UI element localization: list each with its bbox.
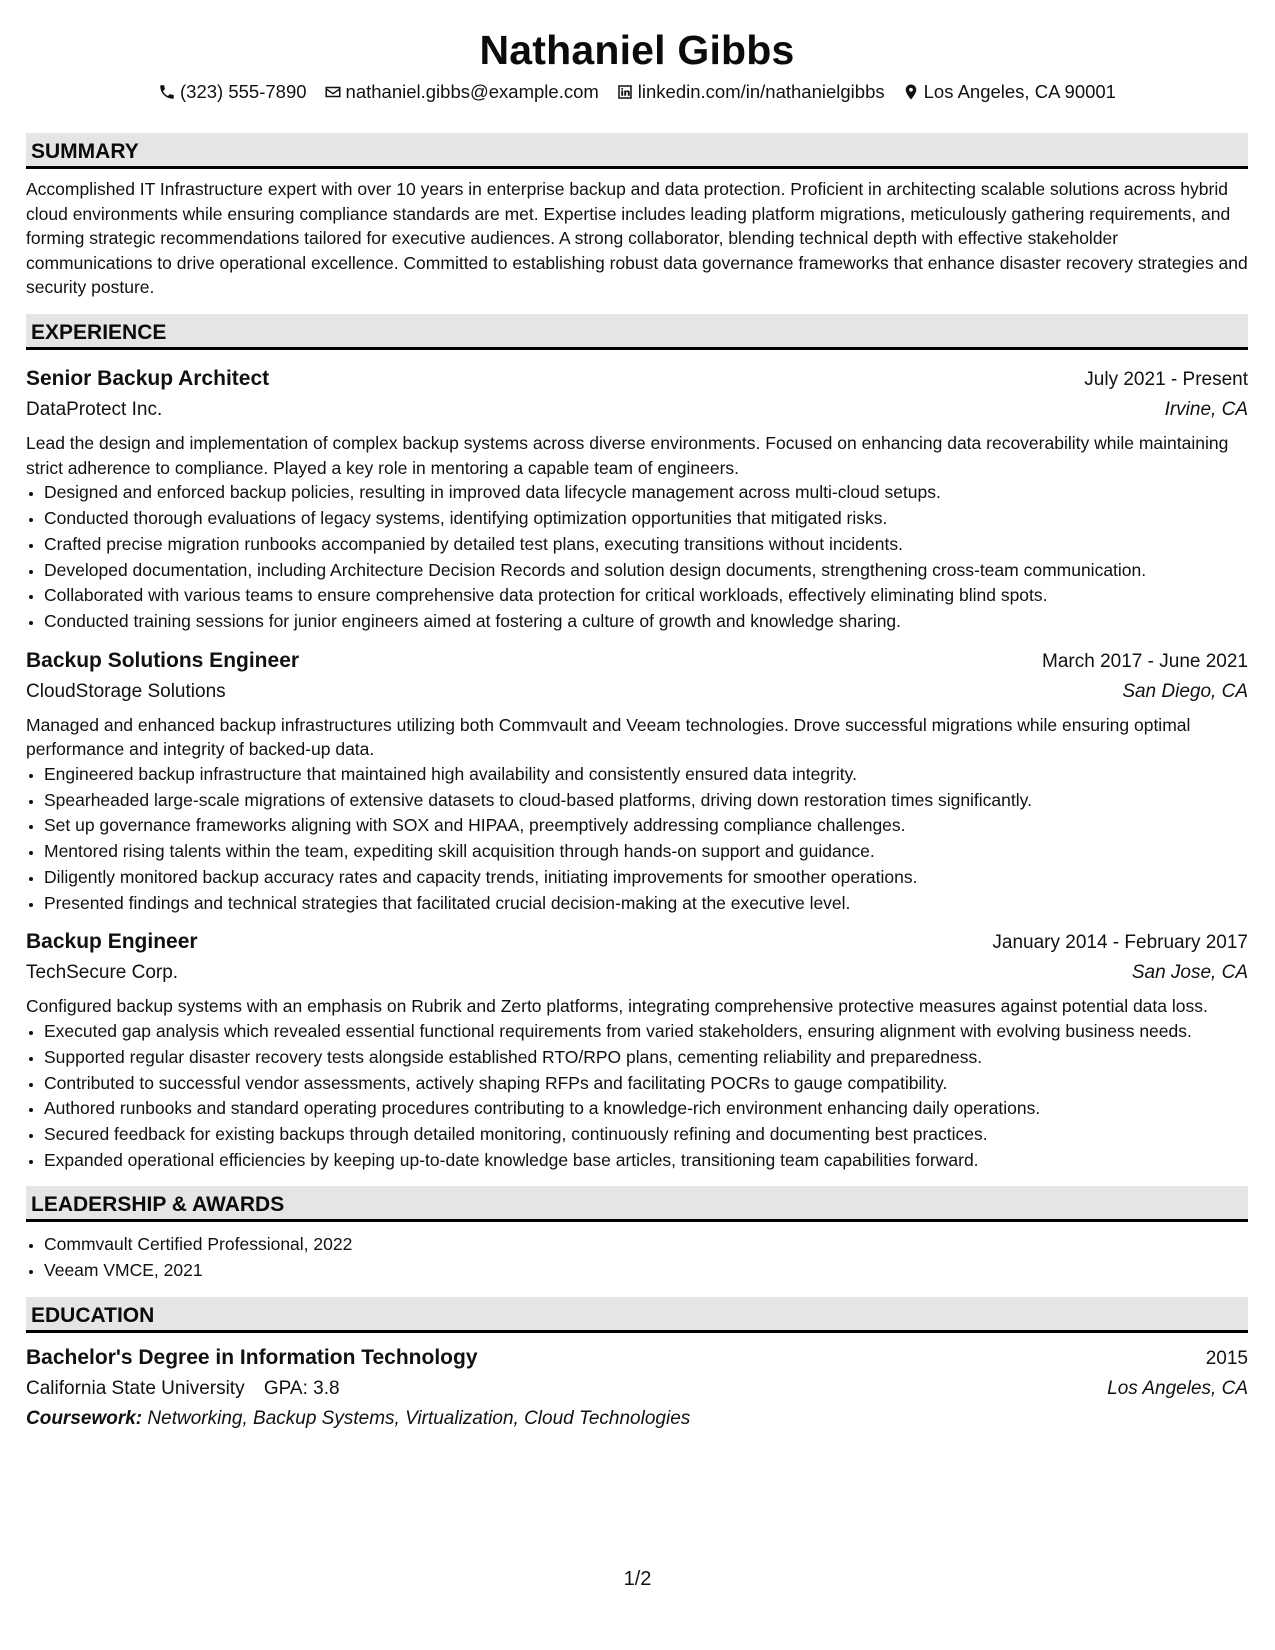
job-entry: [26, 364, 1248, 634]
list-item: • Engineered backup infrastructure that maintained high availability and consistently ensured data integrity.: [44, 762, 1248, 787]
candidate-name: Nathaniel Gibbs: [479, 27, 795, 73]
contact-phone: [158, 80, 307, 104]
job-description: Managed and enhanced backup infrastructures utilizing both Commvault and Veeam technologies. Drove successful migrations while ensuring optimal performance and integrity of backed-up data.: [26, 714, 1191, 760]
list-item: • Expanded operational efficiencies by keeping up-to-date knowledge base articles, transitioning team capabilities forward.: [44, 1148, 1248, 1173]
summary-heading: SUMMARY: [26, 133, 1248, 169]
job-title: Backup Solutions Engineer: [26, 648, 300, 672]
graduation-year: 2015: [1205, 1347, 1248, 1369]
list-item: • Presented findings and technical strategies that facilitated crucial decision-making at the executive level.: [44, 891, 1248, 916]
list-item: • Veeam VMCE, 2021: [44, 1258, 1248, 1283]
list-item: • Collaborated with various teams to ensure comprehensive data protection for critical workloads, effectively eliminating blind spots.: [44, 583, 1248, 608]
coursework-label: Coursework:: [26, 1407, 143, 1429]
linkedin-link[interactable]: linkedin.com/in/nathanielgibbs: [637, 81, 885, 102]
job-location: San Jose, CA: [1131, 962, 1248, 984]
company-name: DataProtect Inc.: [26, 398, 163, 420]
job-bullets: [26, 762, 1248, 916]
job-location: Irvine, CA: [1164, 398, 1248, 420]
location-text: Los Angeles, CA 90001: [923, 81, 1116, 102]
job-bullets: [26, 480, 1248, 634]
school-name: California State University: [26, 1377, 245, 1399]
list-item: • Set up governance frameworks aligning with SOX and HIPAA, preemptively addressing compliance challenges.: [44, 813, 1248, 838]
envelope-icon: [324, 83, 342, 101]
education-entry: [26, 1343, 1248, 1434]
list-item: • Conducted training sessions for junior engineers aimed at fostering a culture of growth and knowledge sharing.: [44, 609, 1248, 634]
company-name: CloudStorage Solutions: [26, 680, 226, 702]
list-item: • Developed documentation, including Architecture Decision Records and solution design documents, strengthening cross-team communication.: [44, 558, 1248, 583]
resume-content: [26, 0, 1248, 1434]
summary-text: Accomplished IT Infrastructure expert with over 10 years in enterprise backup and data protection. Proficient in architecting scalable solutions across hybrid cloud environments while ensuring compliance standards are met. Expertise includes leading platform migrations, meticulously gathering requirements, and forming strategic recommendations tailored for executive audiences. A strong collaborator, blending technical depth with effective stakeholder communications to drive operational excellence. Committed to establishing robust data governance frameworks that enhance disaster recovery strategies and security posture.: [26, 179, 1248, 298]
list-item: • Diligently monitored backup accuracy rates and capacity trends, initiating improvements for smoother operations.: [44, 865, 1248, 890]
job-entry: [26, 646, 1248, 916]
school-location: Los Angeles, CA: [1107, 1377, 1248, 1399]
job-dates: January 2014 - February 2017: [992, 932, 1248, 954]
contact-linkedin[interactable]: [616, 80, 885, 104]
experience-heading: EXPERIENCE: [26, 314, 1248, 350]
job-bullets: [26, 1019, 1248, 1173]
contact-email[interactable]: [324, 80, 599, 104]
company-name: TechSecure Corp.: [26, 962, 179, 984]
list-item: • Authored runbooks and standard operating procedures contributing to a knowledge-rich environment enhancing daily operations.: [44, 1096, 1248, 1121]
coursework-list: Networking, Backup Systems, Virtualization, Cloud Technologies: [147, 1407, 691, 1429]
education-heading: EDUCATION: [26, 1297, 1248, 1333]
coursework: [26, 1404, 1248, 1434]
list-item: • Commvault Certified Professional, 2022: [44, 1232, 1248, 1257]
list-item: • Spearheaded large-scale migrations of extensive datasets to cloud-based platforms, driving down restoration times significantly.: [44, 788, 1248, 813]
contact-location: [902, 80, 1116, 104]
email-link[interactable]: nathaniel.gibbs@example.com: [345, 81, 599, 102]
job-description: Lead the design and implementation of complex backup systems across diverse environments. Focused on enhancing data recoverability while maintaining strict adherence to compliance. Played a key role in mentoring a capable team of engineers.: [26, 432, 1229, 478]
page-number: 1/2: [623, 1568, 652, 1590]
job-dates: July 2021 - Present: [1084, 368, 1248, 390]
phone-text: (323) 555-7890: [180, 81, 307, 102]
job-title: Backup Engineer: [26, 930, 198, 954]
gpa: GPA: 3.8: [263, 1377, 340, 1399]
list-item: • Crafted precise migration runbooks accompanied by detailed test plans, executing transitions without incidents.: [44, 532, 1248, 557]
linkedin-icon: [616, 83, 634, 101]
awards-heading: LEADERSHIP & AWARDS: [26, 1186, 1248, 1222]
degree-title: Bachelor's Degree in Information Technology: [26, 1345, 478, 1369]
phone-icon: [158, 83, 176, 101]
contact-bar: [26, 80, 1248, 104]
list-item: • Designed and enforced backup policies, resulting in improved data lifecycle management across multi-cloud setups.: [44, 480, 1248, 505]
map-marker-icon: [902, 83, 920, 101]
list-item: • Secured feedback for existing backups through detailed monitoring, continuously refining and documenting best practices.: [44, 1122, 1248, 1147]
list-item: • Mentored rising talents within the team, expediting skill acquisition through hands-on support and guidance.: [44, 839, 1248, 864]
list-item: • Contributed to successful vendor assessments, actively shaping RFPs and facilitating POCRs to gauge compatibility.: [44, 1071, 1248, 1096]
list-item: • Supported regular disaster recovery tests alongside established RTO/RPO plans, cementing reliability and preparedness.: [44, 1045, 1248, 1070]
awards-list: [26, 1232, 1248, 1282]
job-title: Senior Backup Architect: [26, 366, 270, 390]
list-item: • Executed gap analysis which revealed essential functional requirements from varied stakeholders, ensuring alignment with evolving business needs.: [44, 1019, 1248, 1044]
job-dates: March 2017 - June 2021: [1042, 650, 1248, 672]
job-location: San Diego, CA: [1122, 680, 1248, 702]
job-description: Configured backup systems with an emphasis on Rubrik and Zerto platforms, integrating comprehensive protective measures against potential data loss.: [26, 996, 1208, 1017]
job-entry: [26, 927, 1248, 1172]
list-item: • Conducted thorough evaluations of legacy systems, identifying optimization opportunities that mitigated risks.: [44, 506, 1248, 531]
